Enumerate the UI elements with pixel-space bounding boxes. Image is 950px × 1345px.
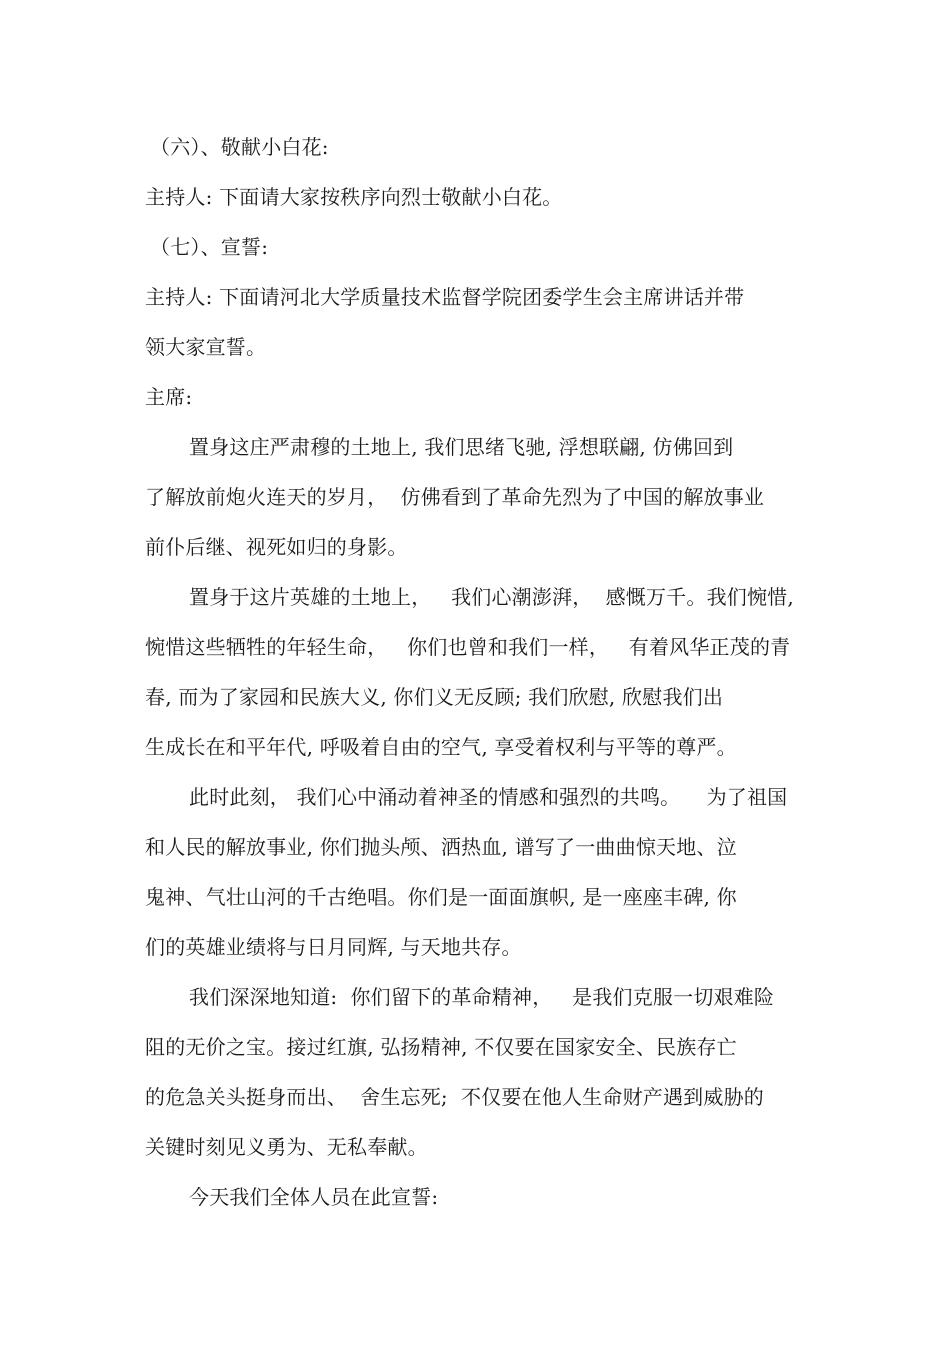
document-body [145,122,805,1222]
text-line: 春, 而为了家园和民族大义, 你们义无反顾; 我们欣慰, 欣慰我们出 [145,685,724,709]
text-line: 们的英雄业绩将与日月同辉, 与天地共存。 [145,935,522,959]
text-line: 生成长在和平年代, 呼吸着自由的空气, 享受着权利与平等的尊严。 [145,735,737,759]
text-line: 惋惜这些牺牲的年轻生命， 你们也曾和我们一样， 有着风华正茂的青 [145,635,791,659]
text-line: 置身这庄严肃穆的土地上, 我们思绪飞驰, 浮想联翩, 仿佛回到 [189,435,734,459]
text-line: 领大家宣誓。 [145,335,267,359]
text-line: 主持人: 下面请大家按秩序向烈士敬献小白花。 [145,185,563,209]
text-line: 和人民的解放事业, 你们抛头颅、洒热血, 谱写了一曲曲惊天地、泣 [145,835,737,859]
text-line: 主席: [145,385,193,409]
text-line: 置身于这片英雄的土地上， 我们心潮澎湃， 感慨万千。我们惋惜, [189,585,794,609]
text-line: 关键时刻见义勇为、无私奉献。 [145,1135,428,1159]
section-heading: （七）、宣誓: [150,235,269,259]
text-line: 鬼神、气壮山河的千古绝唱。你们是一面面旗帜, 是一座座丰碑, 你 [145,885,737,909]
text-line: 今天我们全体人员在此宣誓: [189,1185,439,1209]
text-line: 我们深深地知道: 你们留下的革命精神， 是我们克服一切艰难险 [189,985,775,1009]
section-heading: （六）、敬献小白花: [150,135,329,159]
text-line: 的危急关头挺身而出、 舍生忘死; 不仅要在他人生命财产遇到威胁的 [145,1085,764,1109]
text-line: 前仆后继、视死如归的身影。 [145,535,408,559]
text-line: 主持人: 下面请河北大学质量技术监督学院团委学生会主席讲话并带 [145,285,745,309]
text-line: 了解放前炮火连天的岁月， 仿佛看到了革命先烈为了中国的解放事业 [145,485,765,509]
text-line: 此时此刻， 我们心中涌动着神圣的情感和强烈的共鸣。 为了祖国 [189,785,788,809]
text-line: 阻的无价之宝。接过红旗, 弘扬精神, 不仅要在国家安全、民族存亡 [145,1035,737,1059]
